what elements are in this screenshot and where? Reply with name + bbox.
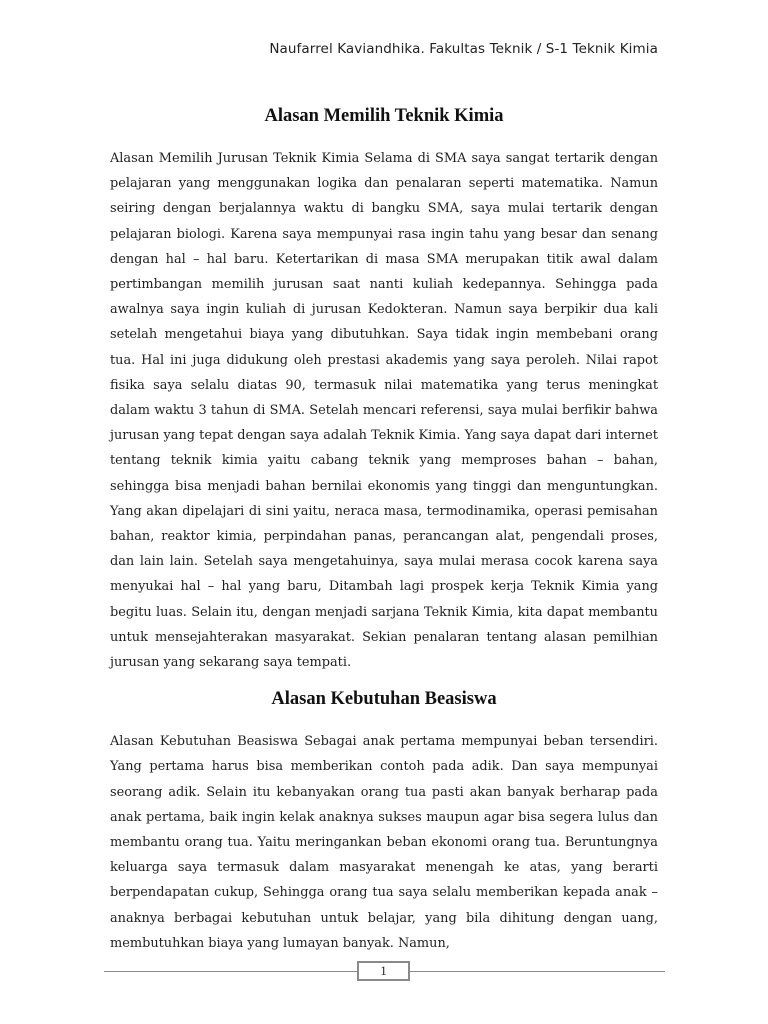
page-number: 1 [357,961,410,981]
section-paragraph-teknik-kimia: Alasan Memilih Jurusan Teknik Kimia Selama di SMA saya sangat tertarik dengan pelajaran yang menggunakan logika dan penalaran seperti matematika. Namun seiring dengan berjalannya waktu di bangku SMA, saya mulai tertarik dengan pelajaran biologi. Karena saya mempunyai rasa ingin tahu yang besar dan senang dengan hal – hal baru. Ketertarikan di masa SMA merupakan titik awal dalam pertimbangan memilih jurusan saat nanti kuliah kedepannya. Sehingga pada awalnya saya ingin kuliah di jurusan Kedokteran. Namun saya berpikir dua kali setelah mengetahui biaya yang dibutuhkan. Saya tidak ingin membebani orang tua. Hal ini juga didukung oleh prestasi akademis yang saya peroleh. Nilai rapot fisika saya selalu diatas 90, termasuk nilai matematika yang terus meningkat dalam waktu 3 tahun di SMA. Setelah mencari referensi, saya mulai berfikir bahwa jurusan yang tepat dengan saya adalah Teknik Kimia. Yang saya dapat dari internet tentang teknik kimia yaitu cabang teknik yang memproses bahan – bahan, sehingga bisa menjadi bahan bernilai ekonomis yang tinggi dan menguntungkan. Yang akan dipelajari di sini yaitu, neraca masa, termodinamika, operasi pemisahan bahan, reaktor kimia, perpindahan panas, perancangan alat, pengendali proses, dan lain lain. Setelah saya mengetahuinya, saya mulai merasa cocok karena saya menyukai hal – hal yang baru, Ditambah lagi prospek kerja Teknik Kimia yang begitu luas. Selain itu, dengan menjadi sarjana Teknik Kimia, kita dapat membantu untuk mensejahterakan masyarakat. Sekian penalaran tentang alasan pemilhian jurusan yang sekarang saya tempati. [110,151,658,671]
running-header: Naufarrel Kaviandhika. Fakultas Teknik / S-1 Teknik Kimia [269,41,658,57]
section-title-beasiswa: Alasan Kebutuhan Beasiswa [271,689,497,710]
page-footer [104,961,665,983]
section-paragraph-beasiswa: Alasan Kebutuhan Beasiswa Sebagai anak pertama mempunyai beban tersendiri. Yang pertama harus bisa memberikan contoh pada adik. Dan saya mempunyai seorang adik. Selain itu kebanyakan orang tua pasti akan banyak berharap pada anak pertama, baik ingin kelak anaknya sukses maupun agar bisa segera lulus dan membantu orang tua. Yaitu meringankan beban ekonomi orang tua. Beruntungnya keluarga saya termasuk dalam masyarakat menengah ke atas, yang berarti berpendapatan cukup, Sehingga orang tua saya selalu memberikan kepada anak – anaknya berbagai kebutuhan untuk belajar, yang bila dihitung dengan uang, membutuhkan biaya yang lumayan banyak. Namun, [110,734,658,951]
document-body [110,104,658,956]
section-title-teknik-kimia: Alasan Memilih Teknik Kimia [264,106,504,126]
